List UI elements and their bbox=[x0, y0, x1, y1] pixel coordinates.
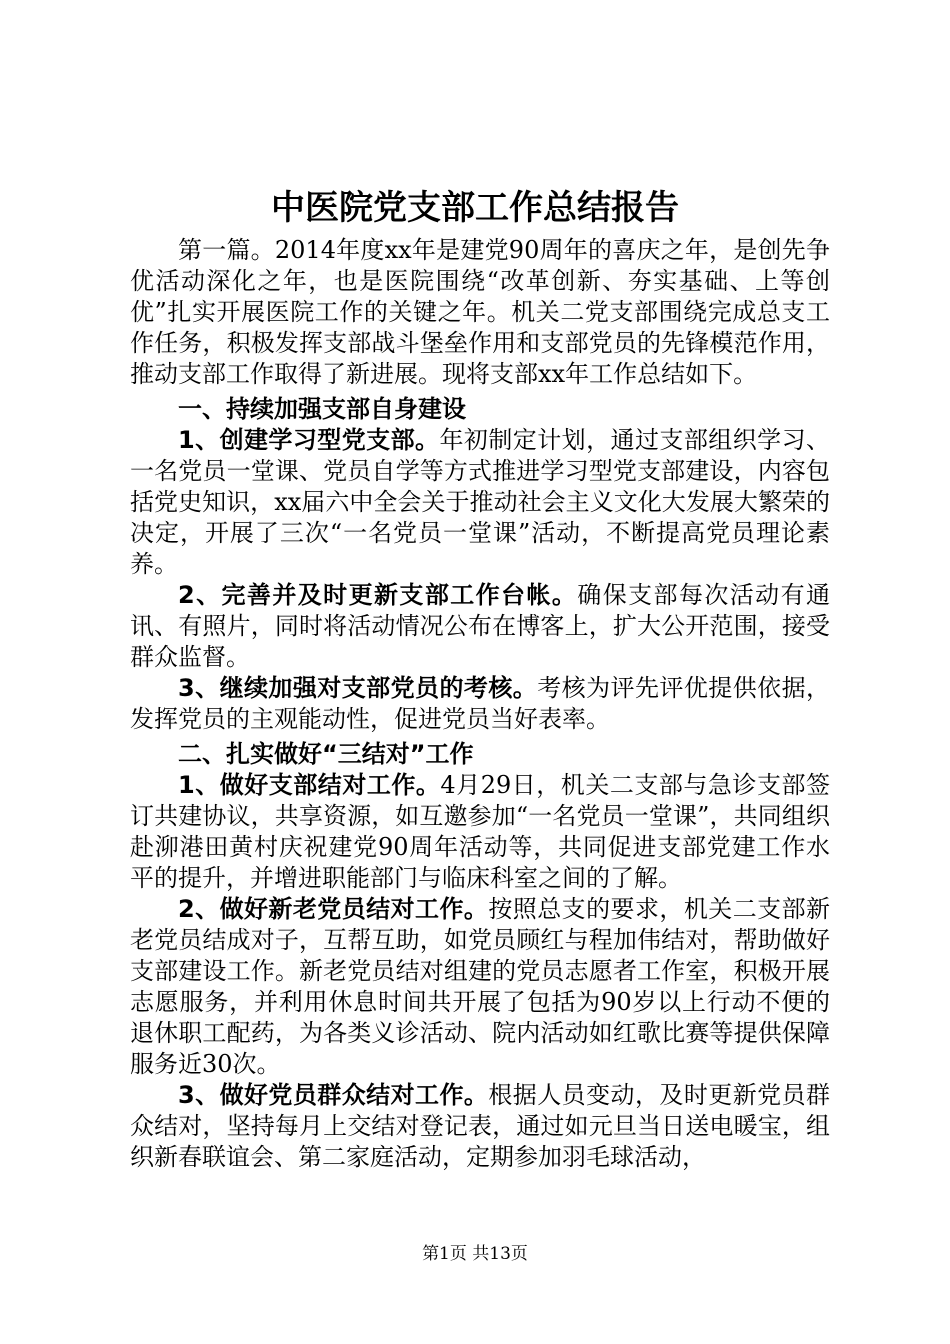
section-2-item-2 bbox=[130, 894, 830, 1080]
section-2-item-3 bbox=[130, 1080, 830, 1173]
page-footer: 第1页 共13页 bbox=[422, 1244, 528, 1264]
section-1-item-2 bbox=[130, 580, 830, 673]
item-text: 确保支部每次活动有通讯、有照片，同时将活动情况公布在博客上，扩大公开范围，接受群众监督。 bbox=[130, 581, 831, 671]
item-text: 按照总支的要求，机关二支部新老党员结成对子，互帮互助，如党员顾红与程加伟结对，帮助做好支部建设工作。新老党员结对组建的党员志愿者工作室，积极开展志愿服务，并利用休息时间共开展了包括为90岁以上行动不便的退休职工配药，为各类义诊活动、院内活动如红歌比赛等提供保障服务近30次。 bbox=[130, 895, 831, 1078]
document-title: 中医院党支部工作总结报告 bbox=[271, 188, 679, 228]
section-1-item-3 bbox=[130, 673, 830, 735]
item-text: 年初制定计划，通过支部组织学习、一名党员一堂课、党员自学等方式推进学习型党支部建设，内容包括党史知识，xx届六中全会关于推动社会主义文化大发展大繁荣的决定，开展了三次“一名党员一堂课”活动，不断提高党员理论素养。 bbox=[130, 426, 831, 578]
intro-paragraph: 第一篇。2014年度xx年是建党90周年的喜庆之年，是创先争优活动深化之年，也是医院围绕“改革创新、夯实基础、上等创优”扎实开展医院工作的关键之年。机关二党支部围绕完成总支工作任务，积极发挥支部战斗堡垒作用和支部党员的先锋模范作用，推动支部工作取得了新进展。现将支部xx年工作总结如下。 bbox=[130, 236, 830, 388]
item-lead: 2、完善并及时更新支部工作台帐。 bbox=[178, 581, 578, 609]
item-text: 根据人员变动，及时更新党员群众结对，坚持每月上交结对登记表，通过如元旦当日送电暖宝，组织新春联谊会、第二家庭活动，定期参加羽毛球活动， bbox=[130, 1081, 831, 1171]
item-lead: 3、继续加强对支部党员的考核。 bbox=[178, 674, 538, 702]
item-lead: 2、做好新老党员结对工作。 bbox=[178, 895, 489, 923]
section-2-item-1 bbox=[130, 770, 830, 894]
item-text: 考核为评先评优提供依据，发挥党员的主观能动性，促进党员当好表率。 bbox=[130, 674, 830, 733]
item-lead: 3、做好党员群众结对工作。 bbox=[178, 1081, 489, 1109]
section-1-item-1 bbox=[130, 425, 830, 580]
section-1-heading: 一、持续加强支部自身建设 bbox=[178, 395, 466, 423]
section-2-heading: 二、扎实做好“三结对”工作 bbox=[178, 740, 474, 768]
item-lead: 1、做好支部结对工作。 bbox=[178, 771, 441, 799]
item-text: 4月29日，机关二支部与急诊支部签订共建协议，共享资源，如互邀参加“一名党员一堂课”，共同组织赴泖港田黄村庆祝建党90周年活动等，共同促进支部党建工作水平的提升，并增进职能部门与临床科室之间的了解。 bbox=[130, 771, 830, 892]
item-lead: 1、创建学习型党支部。 bbox=[178, 426, 440, 454]
document-body bbox=[130, 235, 830, 1173]
